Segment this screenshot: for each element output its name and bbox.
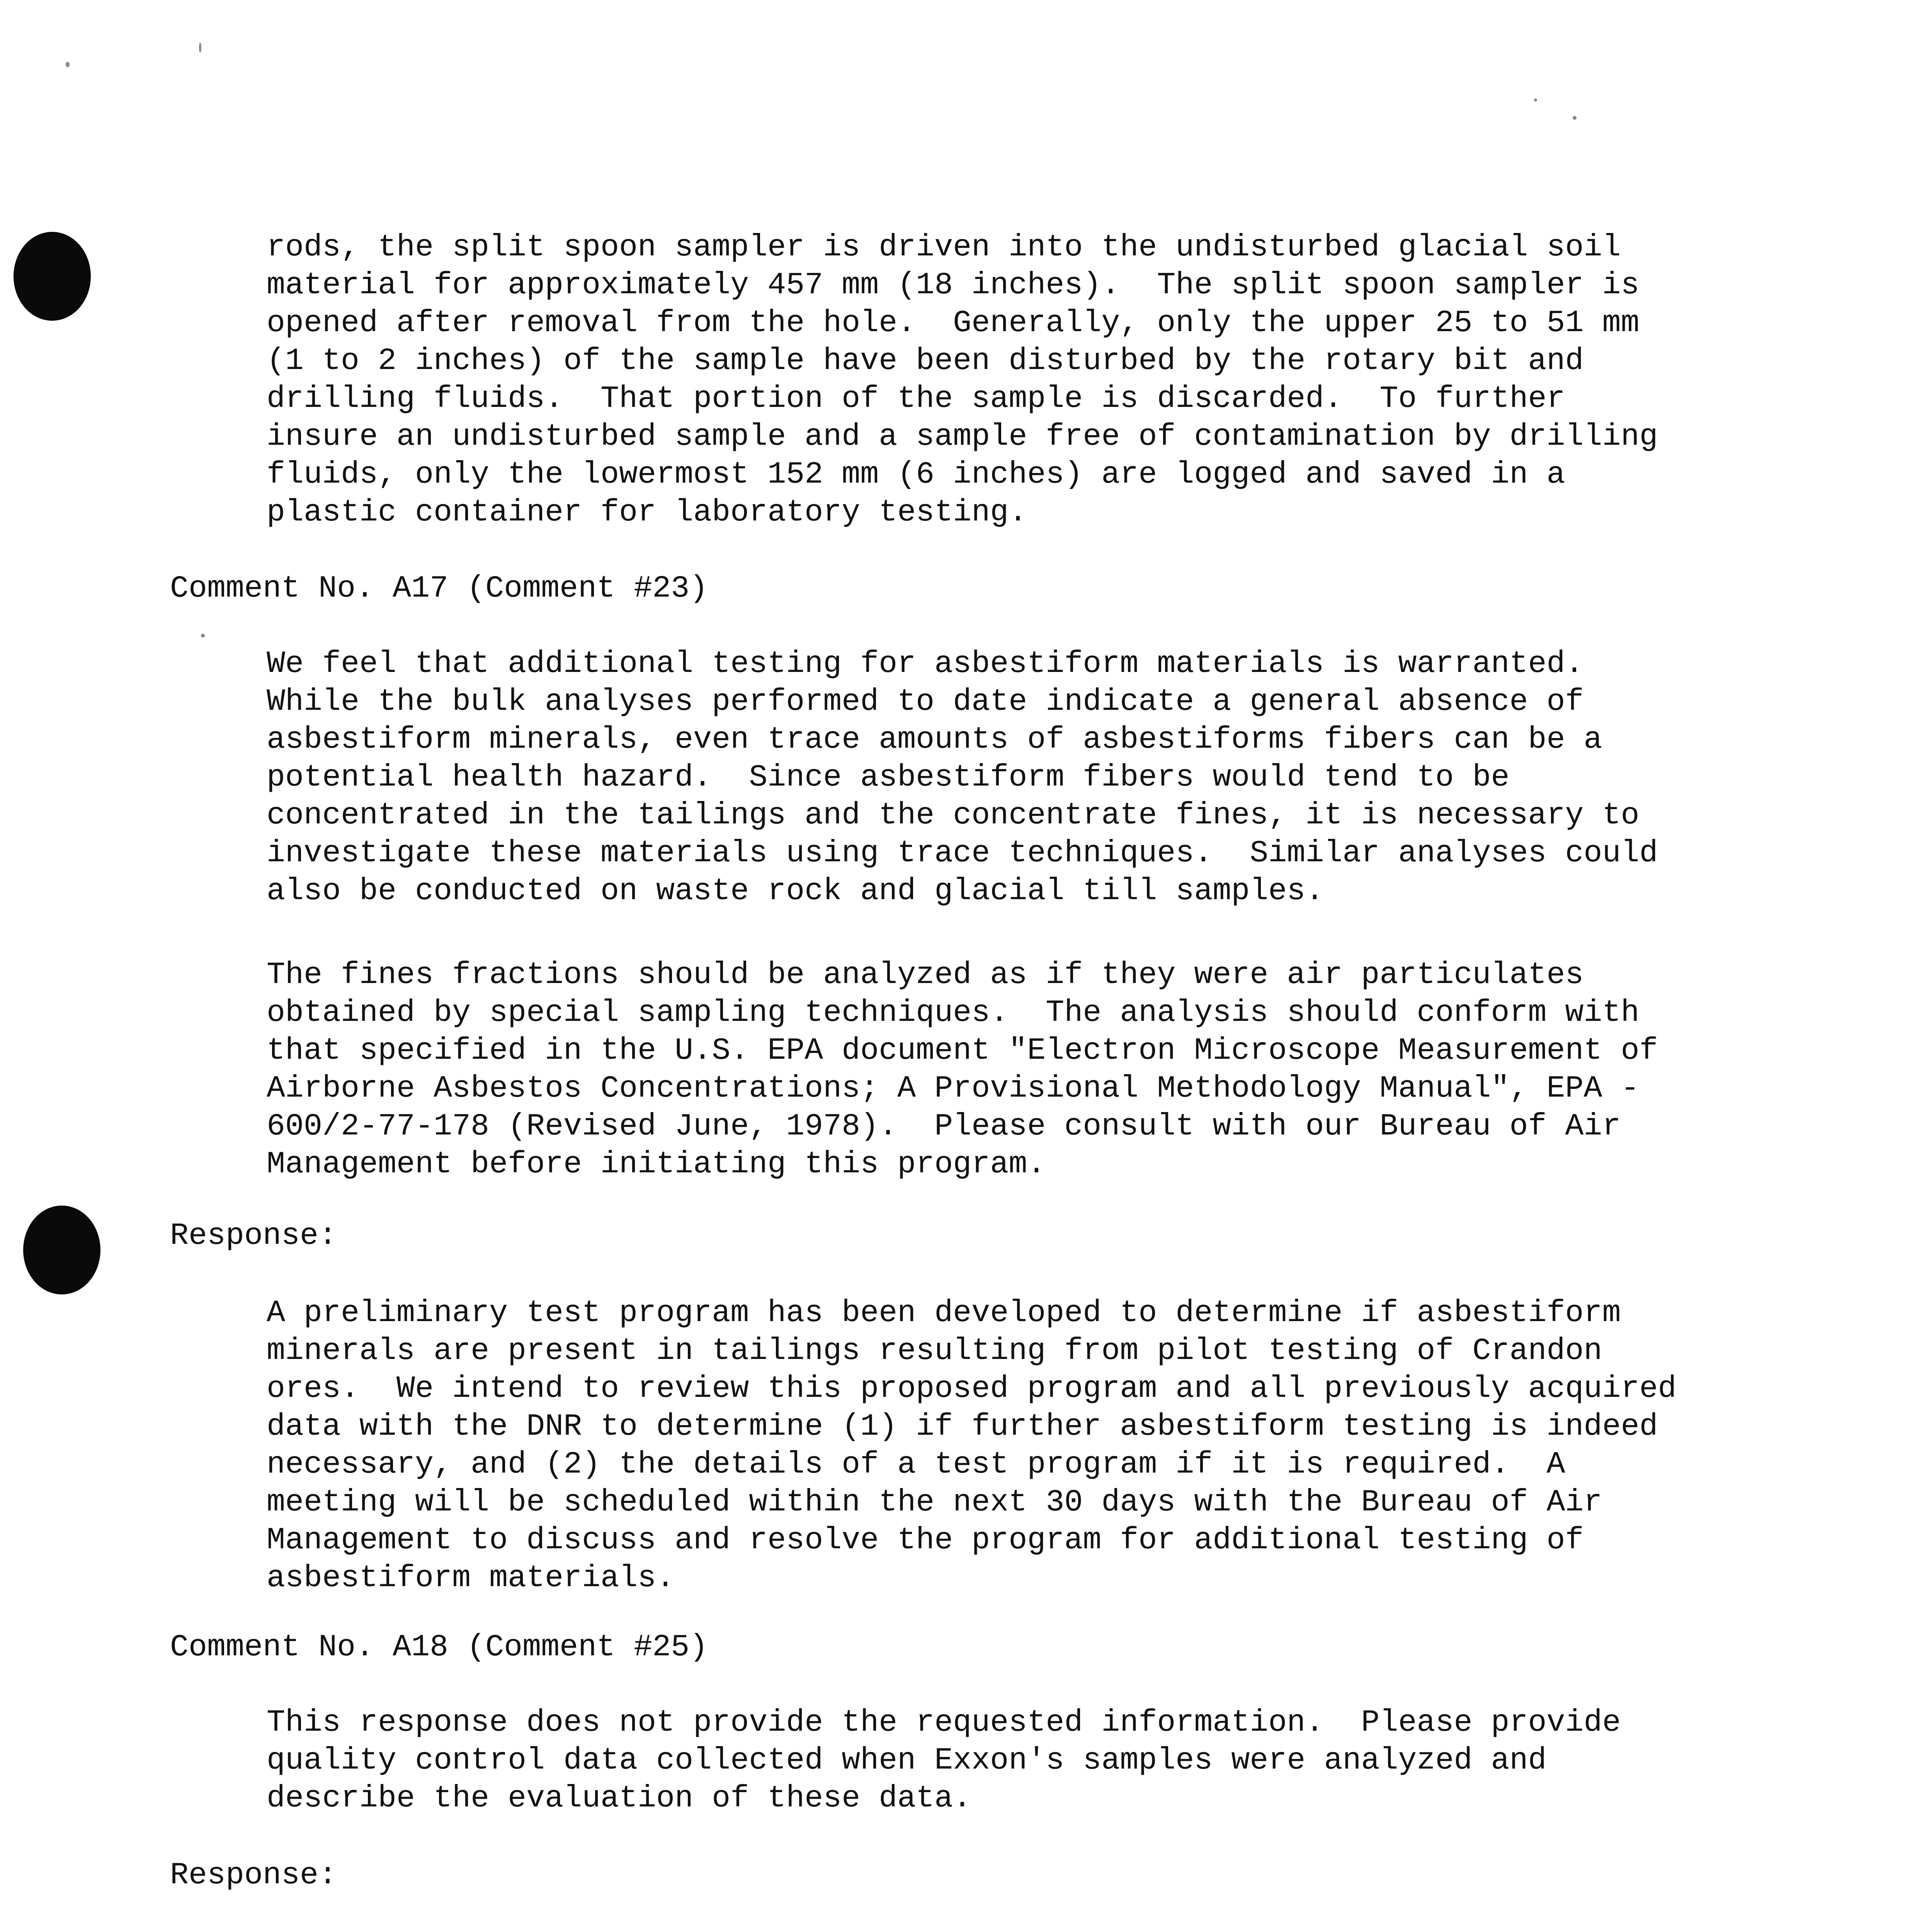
response-heading-1 [170, 1217, 337, 1255]
paragraph-1 [267, 229, 1658, 532]
text-line: quality control data collected when Exxon's samples were analyzed and [267, 1743, 1547, 1778]
text-line: material for approximately 457 mm (18 inches). The split spoon sampler is [267, 268, 1639, 303]
text-line: ores. We intend to review this proposed program and all previously acquired [267, 1371, 1677, 1406]
paragraph-5 [267, 1704, 1621, 1818]
text-line: asbestiform minerals, even trace amounts of asbestiforms fibers can be a [267, 722, 1602, 757]
scan-speck [66, 62, 70, 67]
text-line: that specified in the U.S. EPA document "Electron Microscope Measurement of [267, 1033, 1658, 1068]
scan-speck [1573, 116, 1577, 120]
text-line: The fines fractions should be analyzed as if they were air particulates [267, 957, 1584, 993]
text-line: investigate these materials using trace techniques. Similar analyses could [267, 836, 1658, 871]
paragraph-2 [267, 645, 1658, 910]
heading-text: Comment No. A18 (Comment #25) [170, 1630, 708, 1665]
text-line: insure an undisturbed sample and a sample free of contamination by drilling [267, 419, 1658, 454]
text-line: concentrated in the tailings and the concentrate fines, it is necessary to [267, 798, 1639, 833]
text-line: This response does not provide the requested information. Please provide [267, 1705, 1621, 1740]
text-line: 600/2-77-178 (Revised June, 1978). Please consult with our Bureau of Air [267, 1109, 1621, 1144]
heading-text: Response: [170, 1858, 337, 1893]
text-line: Management to discuss and resolve the program for additional testing of [267, 1523, 1584, 1558]
text-line: Airborne Asbestos Concentrations; A Provisional Methodology Manual", EPA - [267, 1071, 1639, 1106]
text-line: necessary, and (2) the details of a test program if it is required. A [267, 1447, 1565, 1482]
text-line: rods, the split spoon sampler is driven into the undisturbed glacial soil [267, 230, 1621, 265]
text-line: potential health hazard. Since asbestiform fibers would tend to be [267, 760, 1510, 795]
text-line: asbestiform materials. [267, 1561, 675, 1596]
text-line: fluids, only the lowermost 152 mm (6 inches) are logged and saved in a [267, 457, 1565, 492]
response-heading-2 [170, 1857, 337, 1895]
scan-speck [1534, 99, 1537, 102]
text-line: describe the evaluation of these data. [267, 1781, 972, 1816]
text-line: minerals are present in tailings resulting from pilot testing of Crandon [267, 1333, 1602, 1369]
text-line: opened after removal from the hole. Generally, only the upper 25 to 51 mm [267, 306, 1639, 341]
text-line: data with the DNR to determine (1) if further asbestiform testing is indeed [267, 1409, 1658, 1444]
text-line: drilling fluids. That portion of the sample is discarded. To further [267, 381, 1565, 417]
text-line: We feel that additional testing for asbestiform materials is warranted. [267, 646, 1584, 682]
text-line: plastic container for laboratory testing. [267, 495, 1027, 530]
text-line: also be conducted on waste rock and glacial till samples. [267, 874, 1324, 909]
text-line: While the bulk analyses performed to date indicate a general absence of [267, 684, 1584, 719]
text-line: Management before initiating this program. [267, 1147, 1046, 1182]
scan-speck [199, 43, 201, 53]
comment-heading-a17 [170, 570, 708, 608]
heading-text: Comment No. A17 (Comment #23) [170, 571, 708, 606]
scan-speck [201, 634, 205, 638]
text-line: obtained by special sampling techniques. The analysis should conform with [267, 995, 1639, 1031]
paragraph-3 [267, 956, 1658, 1184]
punch-hole-top [14, 232, 91, 321]
punch-hole-middle [23, 1206, 100, 1294]
text-line: A preliminary test program has been developed to determine if asbestiform [267, 1296, 1621, 1331]
heading-text: Response: [170, 1218, 337, 1253]
comment-heading-a18 [170, 1629, 708, 1667]
text-line: (1 to 2 inches) of the sample have been disturbed by the rotary bit and [267, 344, 1584, 379]
paragraph-4 [267, 1294, 1677, 1597]
text-line: meeting will be scheduled within the next 30 days with the Bureau of Air [267, 1485, 1602, 1520]
